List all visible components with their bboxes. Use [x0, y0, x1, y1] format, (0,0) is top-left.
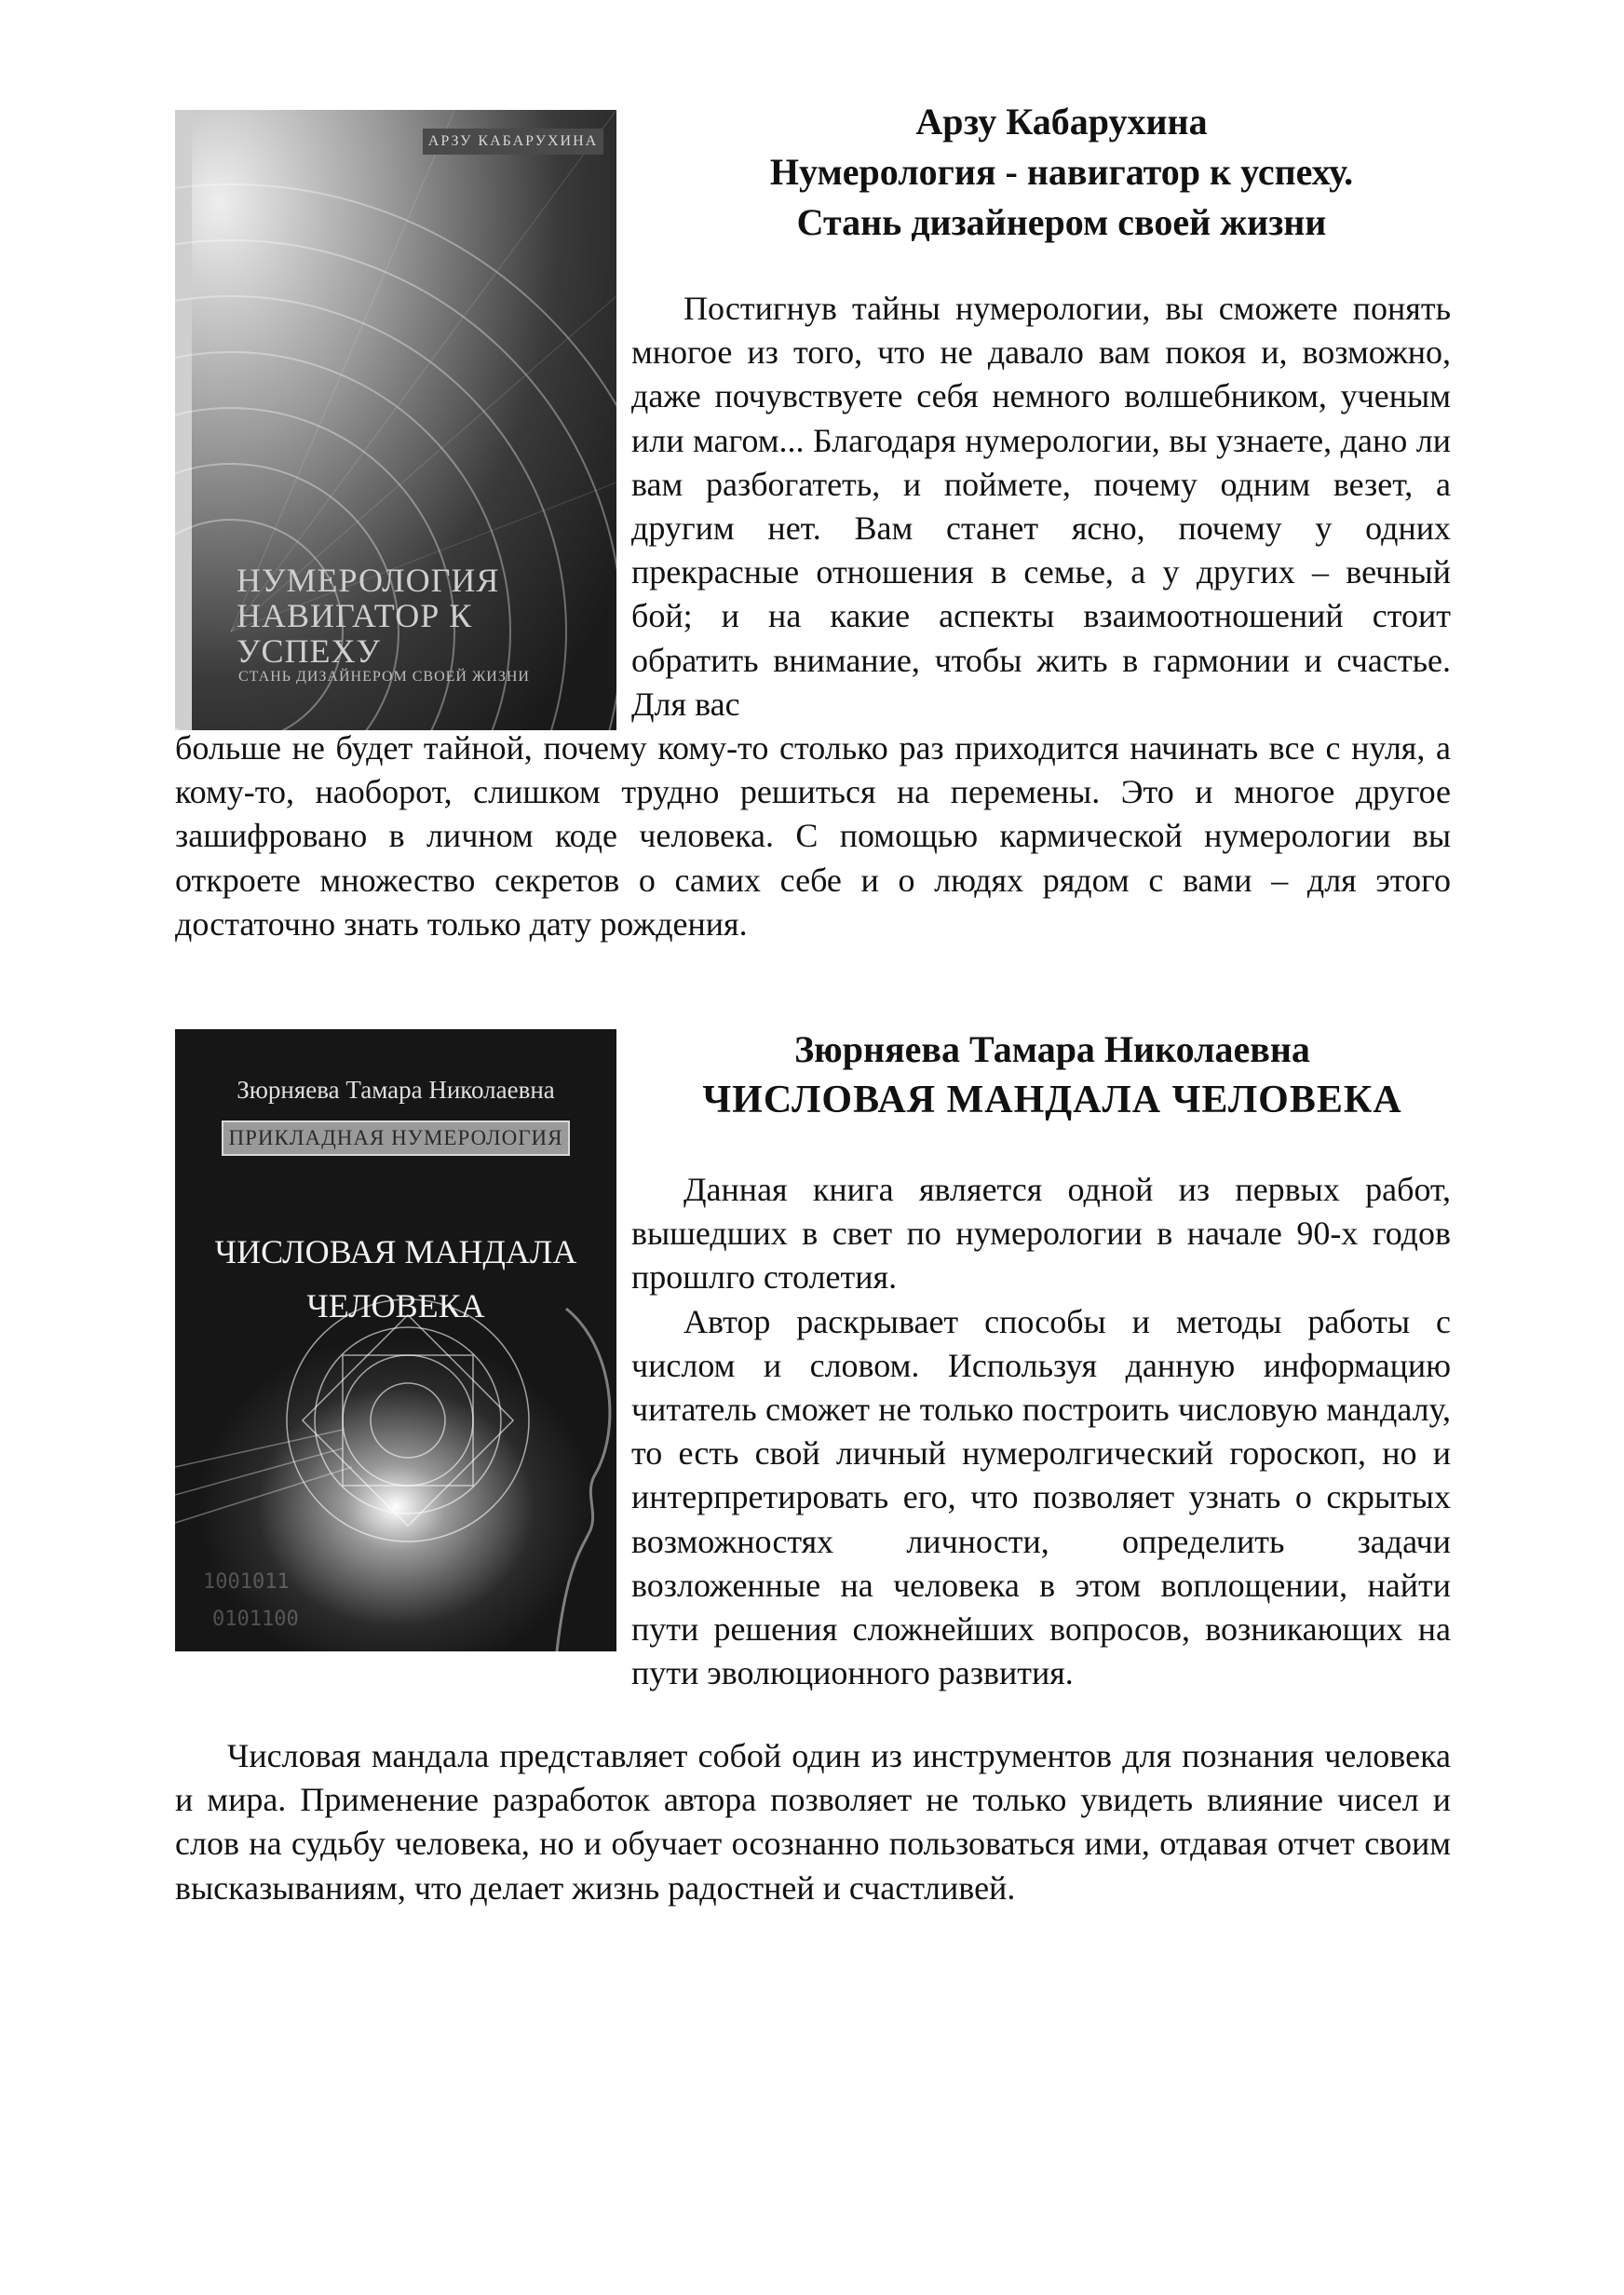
description-2-para-1: Данная книга является одной из первых работ, вышедших в свет по нумерологии в начале 90-х годов прошлго столетия. — [631, 1171, 1451, 1297]
cover-title-2-line-2: ЧЕЛОВЕКА — [306, 1287, 485, 1324]
book-description-2-full-width — [175, 1734, 1451, 1910]
book-cover-image-1 — [175, 110, 616, 730]
description-2-para-2: Автор раскрывает способы и методы работы с числом и словом. Используя данную информацию читатель сможет не только построить числовую мандалу, то есть свой личный нумеролгический гороскоп, но и интерпретировать его, что позволяет узнать о скрытых возможностях личности, определить задачи возложенные на человека в этом воплощении, найти пути решения сложнейших вопросов, возникающих на пути эволюционного развития. — [631, 1302, 1451, 1692]
description-1-part-2: больше не будет тайной, почему кому-то столько раз приходится начинать все с нуля, а кому-то, наоборот, слишком трудно решиться на перемены. Это и многое другое зашифровано в личном коде человека. С помощью кармической нумерологии вы откроете множество секретов о самих себе и о людях рядом с вами – для этого достаточно знать только дату рождения. — [175, 729, 1451, 943]
book-title-1-line-1: Нумерология - навигатор к успеху. — [769, 151, 1354, 193]
book-description-2-beside-cover — [631, 1168, 1451, 1695]
book-heading-2 — [652, 1025, 1453, 1125]
book-cover-image-2 — [175, 1029, 616, 1651]
cover-subtitle-1: СТАНЬ ДИЗАЙНЕРОМ СВОЕЙ ЖИЗНИ — [238, 669, 530, 685]
cover-title-2 — [175, 1225, 616, 1333]
book-heading-1 — [689, 97, 1434, 248]
cover-title-1 — [175, 563, 616, 669]
book-description-1-beside-cover — [631, 287, 1451, 727]
svg-text:0101100: 0101100 — [212, 1608, 299, 1631]
cover-author-1: АРЗУ КАБАРУХИНА — [423, 129, 603, 155]
description-2-para-3: Числовая мандала представляет собой один из инструментов для познания человека и мира. Применение разработок автора позволяет не только увидеть влияние чисел и слов на судьбу человека, но и обучает осознанно пользоваться ими, отдавая отчет своим высказываниям, что делает жизнь радостней и счастливей. — [175, 1737, 1451, 1907]
description-1-part-1: Постигнув тайны нумерологии, вы сможете понять многое из того, что не давало вам покоя и, возможно, даже почувствуете себя немного волшебником, ученым или магом... Благодаря нумерологии, вы узнаете, дано ли вам разбогатеть, и поймете, почему одним везет, а другим нет. Вам станет ясно, почему у одних прекрасные отношения в семье, а у других – вечный бой; и на какие аспекты взаимоотношений стоит обратить внимание, чтобы жить в гармонии и счастье. Для вас — [631, 290, 1451, 723]
cover-title-2-line-1: ЧИСЛОВАЯ МАНДАЛА — [214, 1233, 577, 1270]
book-description-1-full-width — [175, 727, 1451, 946]
cover-title-1-line-1: НУМЕРОЛОГИЯ — [237, 562, 500, 599]
book-title-1-line-2: Стань дизайнером своей жизни — [796, 201, 1327, 243]
svg-text:1001011: 1001011 — [203, 1570, 290, 1594]
cover-series-2: ПРИКЛАДНАЯ НУМЕРОЛОГИЯ — [222, 1120, 570, 1156]
cover-title-1-line-2: НАВИГАТОР К УСПЕХУ — [237, 597, 473, 670]
book-title-2: ЧИСЛОВАЯ МАНДАЛА ЧЕЛОВЕКА — [702, 1079, 1402, 1121]
book-author-2: Зюрняева Тамара Николаевна — [794, 1028, 1310, 1070]
cover-author-2: Зюрняева Тамара Николаевна — [237, 1076, 555, 1104]
book-author-1: Арзу Кабарухина — [915, 101, 1208, 143]
